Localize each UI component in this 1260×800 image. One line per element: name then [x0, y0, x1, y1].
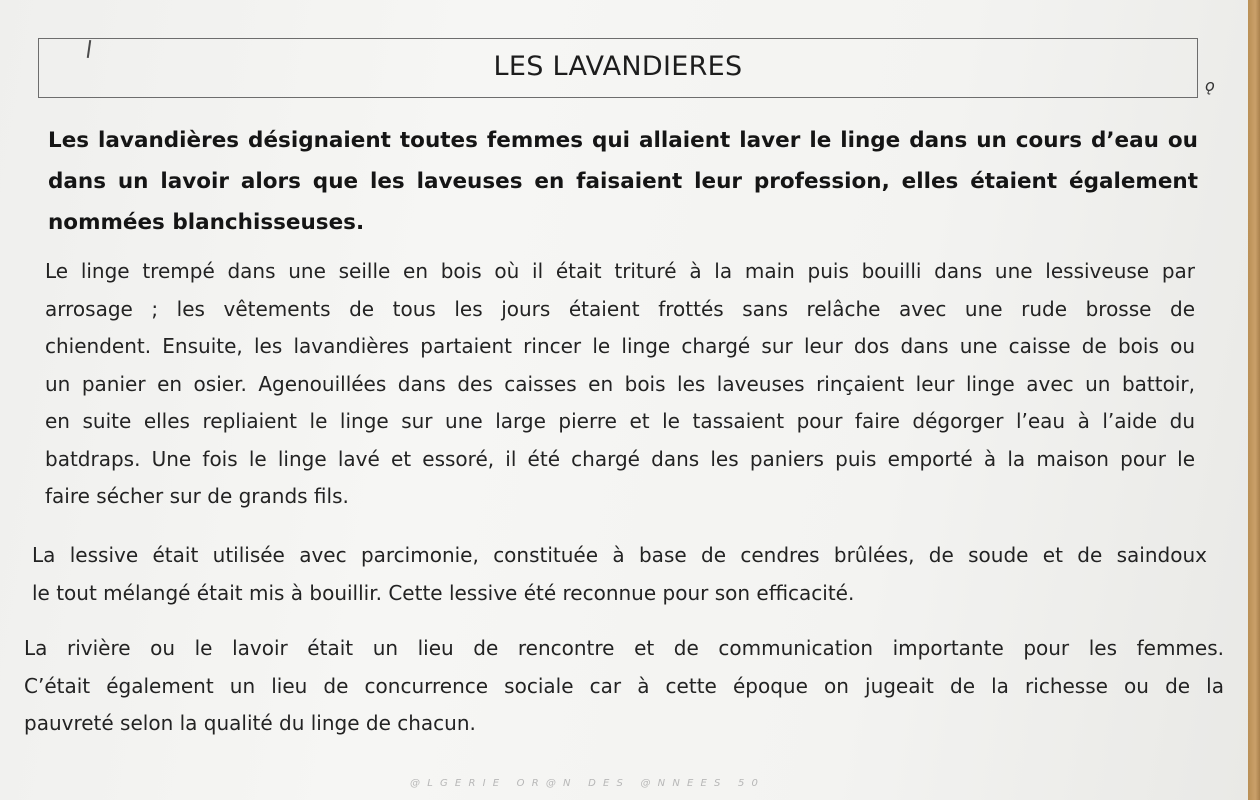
paragraph-line: arrosage ; les vêtements de tous les jours étaient frottés sans relâche avec une rude brosse de	[45, 296, 1195, 321]
paragraph-line: La lessive était utilisée avec parcimonie, constituée à base de cendres brûlées, de soude et de saindoux	[32, 543, 1207, 567]
paragraph-washing-process	[45, 253, 1195, 516]
paragraph-line: pauvreté selon la qualité du linge de chacun.	[24, 711, 476, 735]
paragraph-social-place	[24, 630, 1224, 743]
paragraph-line: le tout mélangé était mis à bouillir. Cette lessive été reconnue pour son efficacité.	[32, 580, 855, 605]
watermark: @LGERIE OR@N DES @NNEES 50	[410, 778, 766, 789]
paragraph-line: un panier en osier. Agenouillées dans des caisses en bois les laveuses rinçaient leur linge avec un battoir,	[45, 371, 1195, 396]
pen-mark: ǫ	[1205, 76, 1215, 95]
intro-line: nommées blanchisseuses.	[48, 210, 365, 235]
paragraph-line: chiendent. Ensuite, les lavandières partaient rincer le linge chargé sur leur dos dans une caisse de bois ou	[45, 334, 1195, 358]
paragraph-line: en suite elles repliaient le linge sur une large pierre et le tassaient pour faire dégorger l’eau à l’aide du	[45, 409, 1195, 433]
intro-paragraph	[48, 120, 1198, 243]
title-frame	[38, 38, 1198, 98]
paragraph-line: faire sécher sur de grands fils.	[45, 484, 349, 508]
wooden-board-edge	[1248, 0, 1260, 800]
page-title: LES LAVANDIERES	[493, 51, 743, 82]
paragraph-line: Le linge trempé dans une seille en bois où il était trituré à la main puis bouilli dans une lessiveuse par	[45, 259, 1195, 283]
paragraph-line: C’était également un lieu de concurrence sociale car à cette époque on jugeait de la richesse ou de la	[24, 673, 1224, 698]
paragraph-line: batdraps. Une fois le linge lavé et essoré, il été chargé dans les paniers puis emporté à la maison pour le	[45, 446, 1195, 471]
intro-line: dans un lavoir alors que les laveuses en faisaient leur profession, elles étaient également	[48, 169, 1198, 194]
paragraph-line: La rivière ou le lavoir était un lieu de rencontre et de communication importante pour les femmes.	[24, 636, 1224, 660]
intro-line: Les lavandières désignaient toutes femmes qui allaient laver le linge dans un cours d’eau ou	[48, 128, 1198, 153]
paragraph-lessive	[32, 537, 1207, 612]
